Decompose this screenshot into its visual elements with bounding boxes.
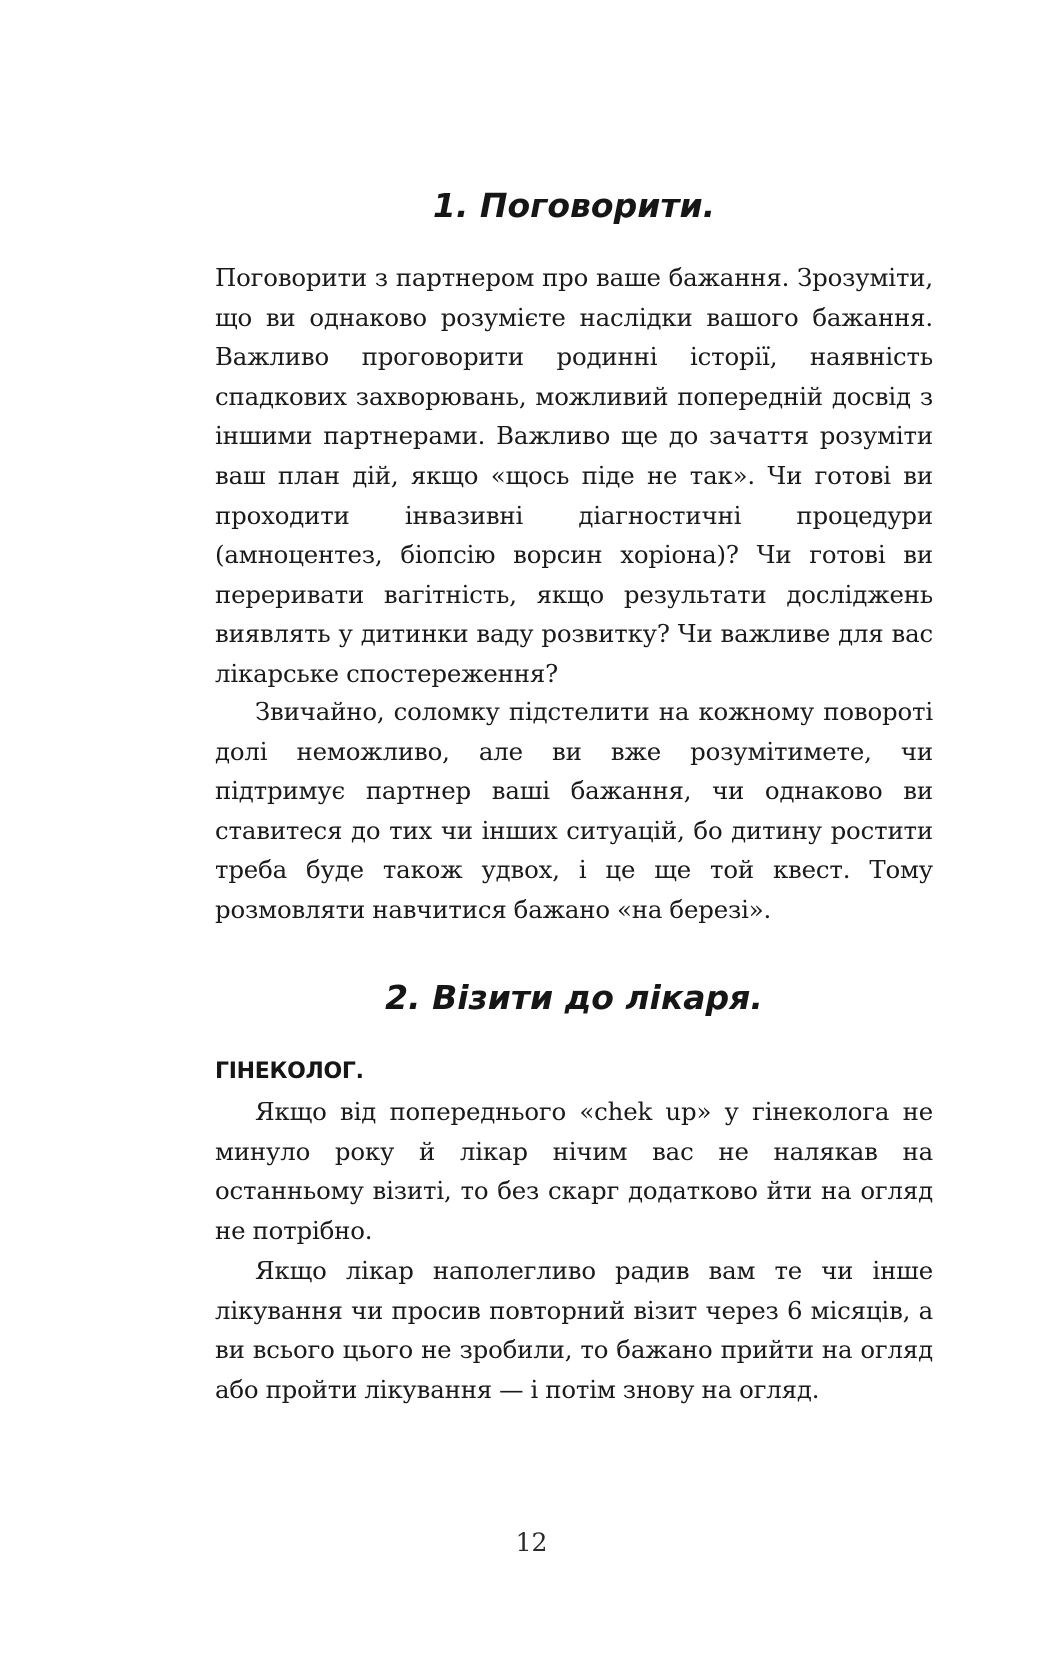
section1-paragraph-2: Звичайно, соломку підстелити на кожному повороті долі неможливо, але ви вже розумітимете, чи підтримує партнер ваші бажання, чи однаково ви ставитеся до тих чи інших ситуацій, бо дитину ростити треба буде також удвох, і це ще той квест. Тому розмовляти навчитися бажано «на березі».: [215, 697, 933, 924]
subheading-gynecologist: ГІНЕКОЛОГ.: [215, 1059, 364, 1084]
section2-paragraph-1: Якщо від попереднього «chek up» у гінеколога не минуло року й лікар нічим вас не налякав на останньому візиті, то без скарг додатково йти на огляд не потрібно.: [215, 1097, 933, 1245]
section-heading-doctor-visits: 2. Візити до лікаря.: [385, 978, 763, 1017]
section2-paragraph-2: Якщо лікар наполегливо радив вам те чи інше лікування чи просив повторний візит через 6 місяців, а ви всього цього не зробили, то бажано прийти на огляд або пройти лікування — і потім знову на огляд.: [215, 1256, 933, 1404]
page-number: 12: [515, 1528, 548, 1557]
section1-paragraph-1: Поговорити з партнером про ваше бажання. Зрозуміти, що ви однаково розумієте наслідки вашого бажання. Важливо проговорити родинні історії, наявність спадкових захворювань, можливий попередній досвід з іншими партнерами. Важливо ще до зачаття розуміти ваш план дій, якщо «щось піде не так». Чи готові ви проходити інвазивні діагностичні процедури (амноцентез, біопсію ворсин хоріона)? Чи готові ви переривати вагітність, якщо результати досліджень виявлять у дитинки ваду розвитку? Чи важливе для вас лікарське спостереження?: [215, 263, 933, 688]
section-heading-talk: 1. Поговорити.: [432, 186, 716, 225]
